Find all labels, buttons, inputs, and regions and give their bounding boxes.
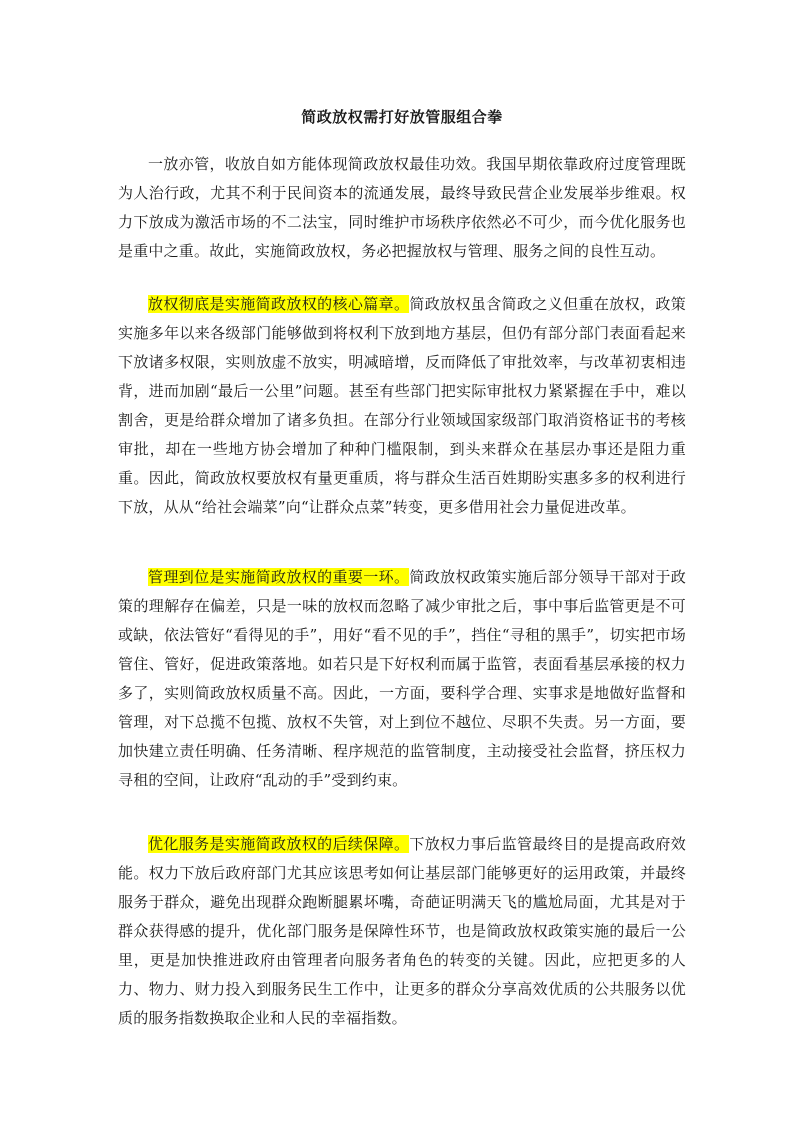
document-title: 简政放权需打好放管服组合拳 <box>301 108 503 126</box>
highlighted-heading: 优化服务是实施简政放权的后续保障。 <box>148 835 410 853</box>
highlighted-heading: 管理到位是实施简政放权的重要一环。 <box>148 568 410 586</box>
paragraph-service <box>118 830 686 1033</box>
paragraph-text: 一放亦管，收放自如方能体现简政放权最佳功效。我国早期依靠政府过度管理既为人治行政，尤其不利于民间资本的流通发展，最终导致民营企业发展举步维艰。权力下放成为激活市场的不二法宝，同时维护市场秩序依然必不可少，而今优化服务也是重中之重。故此，实施简政放权，务必把握放权与管理、服务之间的良性互动。 <box>118 155 686 260</box>
paragraph-text: 简政放权虽含简政之义但重在放权，政策实施多年以来各级部门能够做到将权利下放到地方基层，但仍有部分部门表面看起来下放诸多权限，实则放虚不放实，明减暗增，反而降低了审批效率，与改革初衷相违背，进而加剧“最后一公里”问题。甚至有些部门把实际审批权力紧紧握在手中，难以割舍，更是给群众增加了诸多负担。在部分行业领域国家级部门取消资格证书的考核审批，却在一些地方协会增加了种种门槛限制，到头来群众在基层办事还是阻力重重。因此，简政放权要放权有量更重质，将与群众生活百姓期盼实惠多多的权利进行下放，从从“给社会端菜”向“让群众点菜”转变，更多借用社会力量促进改革。 <box>118 295 687 516</box>
highlighted-heading: 放权彻底是实施简政放权的核心篇章。 <box>148 295 410 313</box>
paragraph-decentralization <box>118 290 686 522</box>
paragraph-text: 下放权力事后监管最终目的是提高政府效能。权力下放后政府部门尤其应该思考如何让基层部门能够更好的运用政策，并最终服务于群众，避免出现群众跑断腿累坏嘴，奇葩证明满天飞的尴尬局面，尤其是对于群众获得感的提升，优化部门服务是保障性环节，也是简政放权政策实施的最后一公里，更是加快推进政府由管理者向服务者角色的转变的关键。因此，应把更多的人力、物力、财力投入到服务民生工作中，让更多的群众分享高效优质的公共服务以优质的服务指数换取企业和人民的幸福指数。 <box>118 835 687 1027</box>
paragraph-intro <box>118 150 686 266</box>
paragraph-text: 简政放权政策实施后部分领导干部对于政策的理解存在偏差，只是一味的放权而忽略了减少审批之后，事中事后监管更是不可或缺，依法管好“看得见的手”，用好“看不见的手”，挡住“寻租的黑手”，切实把市场管住、管好，促进政策落地。如若只是下好权利而属于监管，表面看基层承接的权力多了，实则简政放权质量不高。因此，一方面，要科学合理、实事求是地做好监督和管理，对下总揽不包揽、放权不失管，对上到位不越位、尽职不失责。另一方面，要加快建立责任明确、任务清晰、程序规范的监管制度，主动接受社会监督，挤压权力寻租的空间，让政府“乱动的手”受到约束。 <box>118 568 687 789</box>
paragraph-management <box>118 563 686 795</box>
